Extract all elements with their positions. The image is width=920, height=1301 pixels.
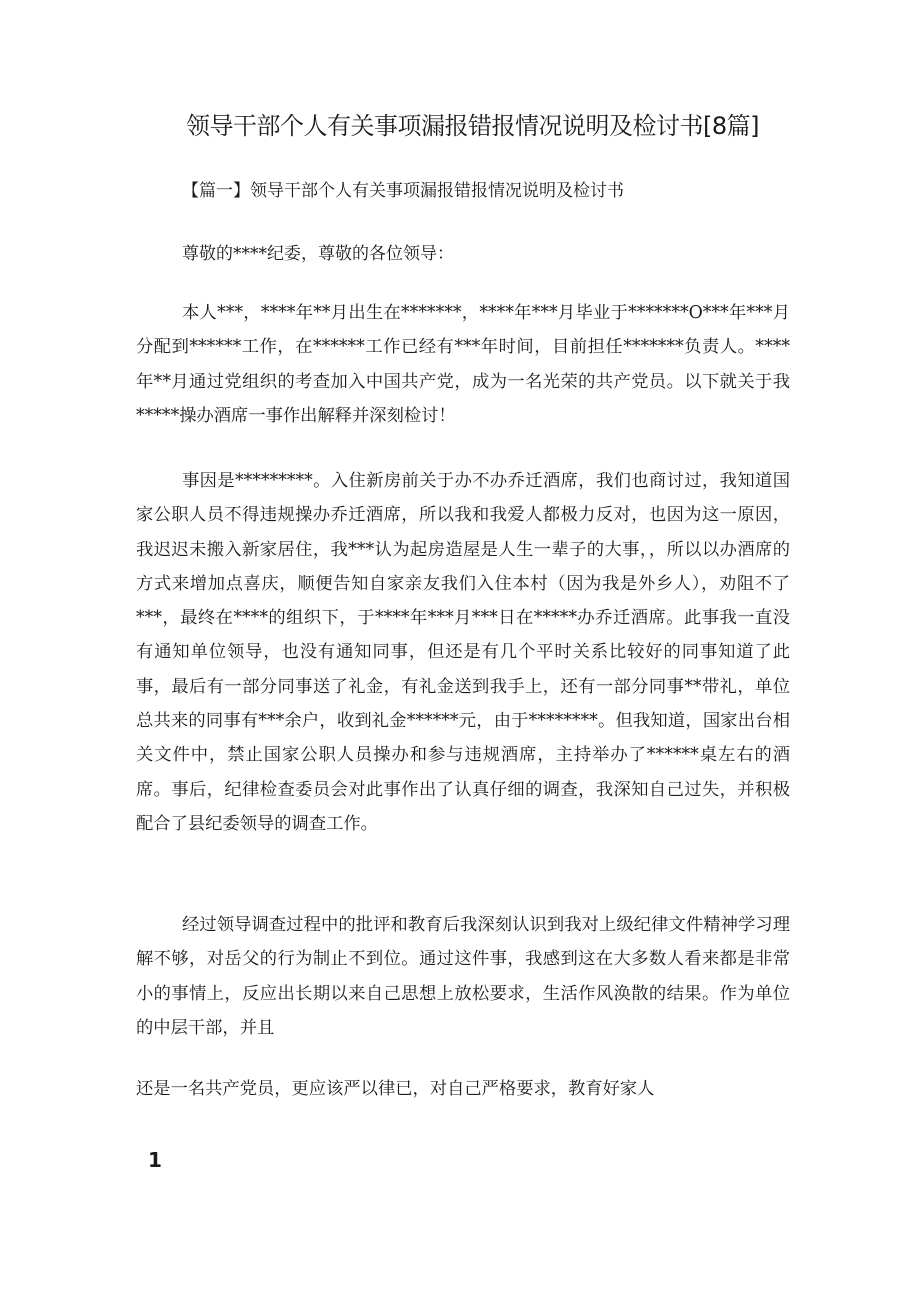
document-title: 领导干部个人有关事项漏报错报情况说明及检讨书[8篇] <box>186 112 759 140</box>
page-number: 1 <box>148 1148 162 1172</box>
paragraph-reflection: 经过领导调查过程中的批评和教育后我深刻认识到我对上级纪律文件精神学习理解不够，对岳父的行为制止不到位。通过这件事，我感到这在大多数人看来都是非常小的事情上，反应出长期以来自己思想上放松要求，生活作风涣散的结果。作为单位的中层干部，并且 <box>136 915 790 1038</box>
section-heading: 【篇一】领导干部个人有关事项漏报错报情况说明及检讨书 <box>182 181 624 201</box>
paragraph-continuation: 还是一名共产党员，更应该严以律已，对自己严格要求，教育好家人 <box>136 1079 655 1099</box>
paragraph-intro: 本人***，****年**月出生在*******，****年***月毕业于*******O***年***月分配到******工作，在******工作已经有***年时间，目前担任*******负责人。****年**月通过党组织的考查加入中国共产党，成为一名光荣的共产党员。以下就关于我*****操办酒席一事作出解释并深刻检讨！ <box>136 303 790 426</box>
salutation: 尊敬的****纪委，尊敬的各位领导： <box>182 244 454 264</box>
paragraph-cause: 事因是*********。入住新房前关于办不办乔迁酒席，我们也商讨过，我知道国家公职人员不得违规操办乔迁酒席，所以我和我爱人都极力反对，也因为这一原因，我迟迟未搬入新家居住，我***认为起房造屋是人生一辈子的大事，，所以以办酒席的方式来增加点喜庆，顺便告知自家亲友我们入住本村（因为我是外乡人），劝阻不了***，最终在****的组织下，于****年***月***日在*****办乔迁酒席。此事我一直没有通知单位领导，也没有通知同事，但还是有几个平时关系比较好的同事知道了此事，最后有一部分同事送了礼金，有礼金送到我手上，还有一部分同事**带礼，单位总共来的同事有***余户，收到礼金******元，由于********。但我知道，国家出台相关文件中，禁止国家公职人员操办和参与违规酒席，主持举办了******桌左右的酒席。事后，纪律检查委员会对此事作出了认真仔细的调查，我深知自己过失，并积极配合了县纪委领导的调查工作。 <box>136 471 790 834</box>
